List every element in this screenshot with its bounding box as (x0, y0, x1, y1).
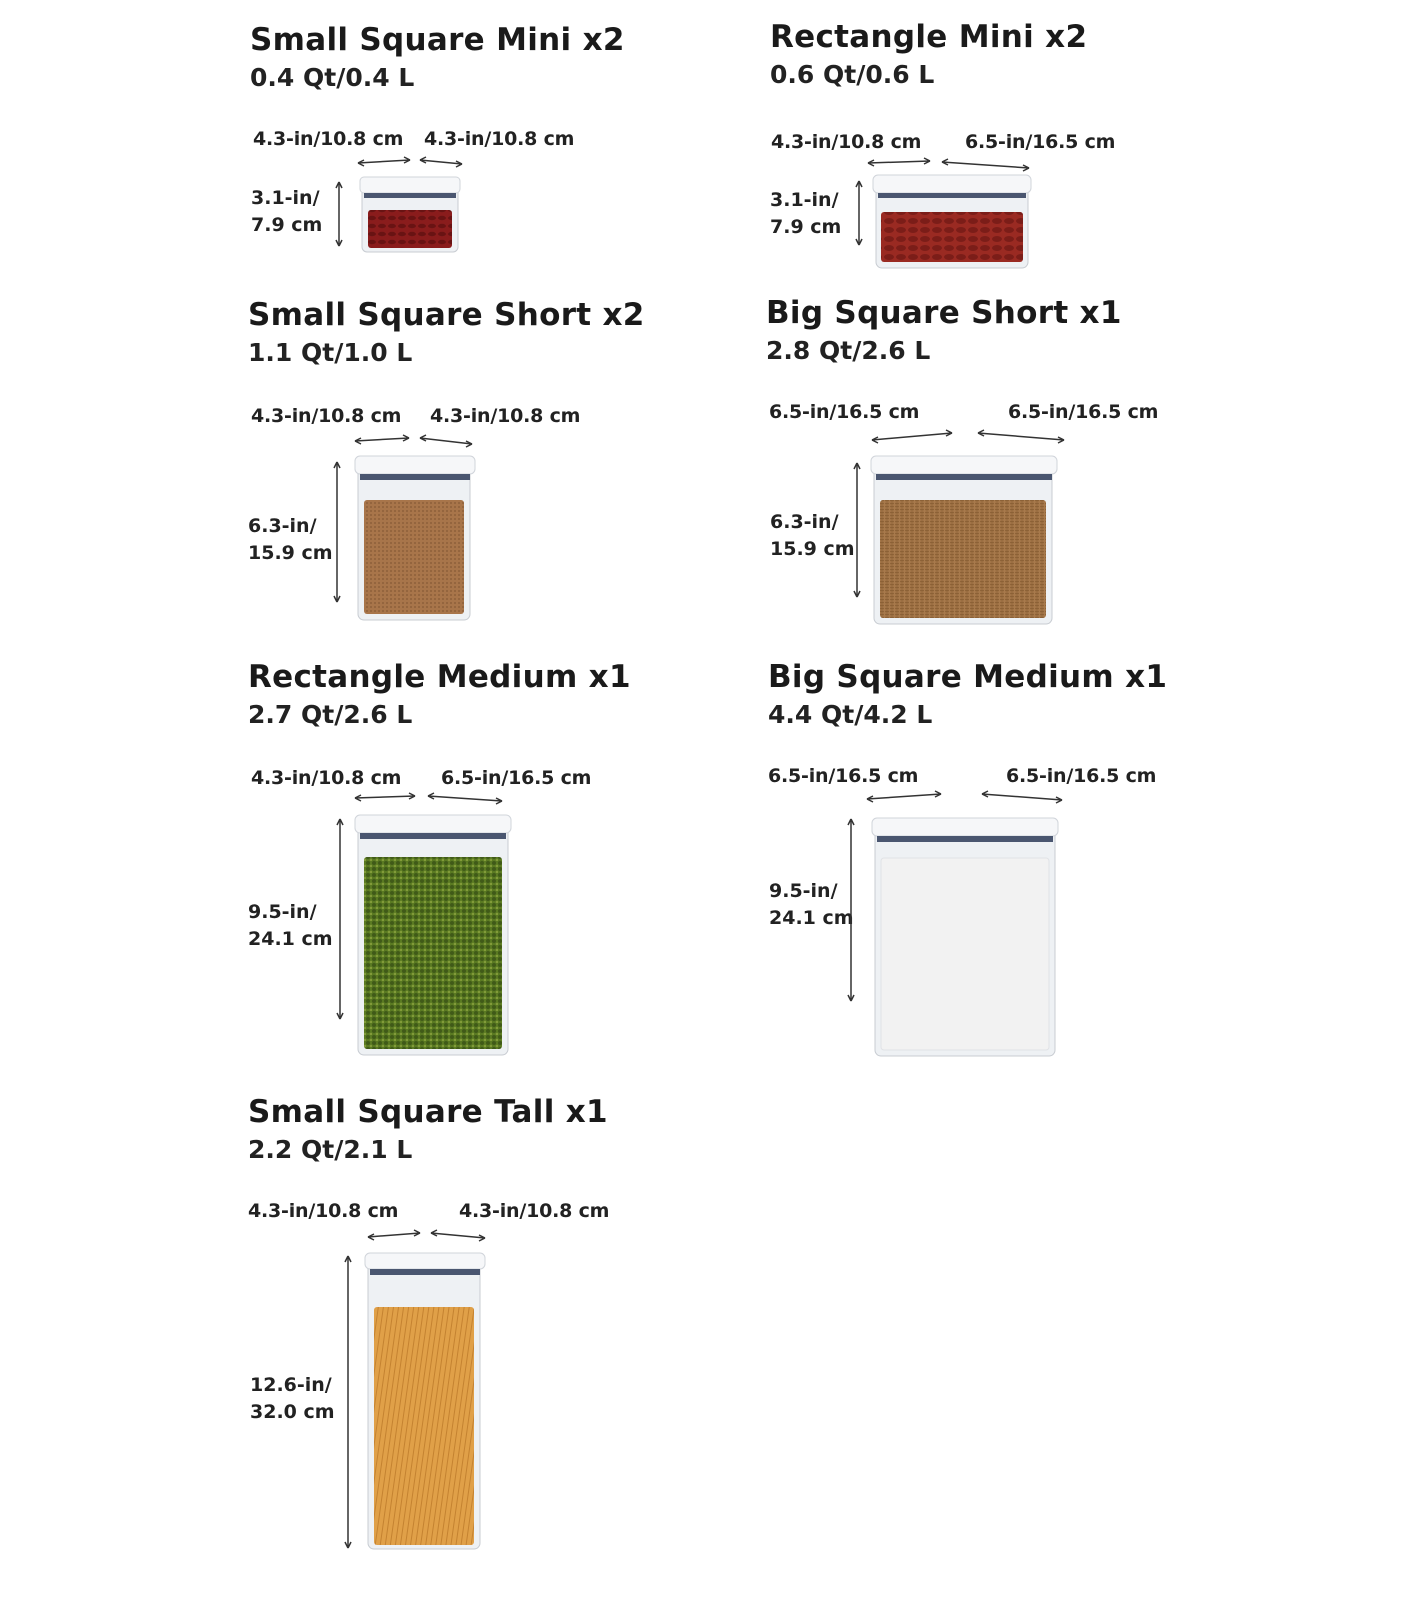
product-title: Big Square Medium x1 (768, 659, 1168, 695)
product-small-square-tall (248, 1094, 688, 1599)
product-big-square-medium (768, 659, 1208, 1069)
height-arrow (335, 817, 345, 1023)
height-arrow (334, 180, 344, 250)
container-image (354, 454, 478, 624)
product-rectangle-medium (248, 659, 708, 1069)
container-image (870, 454, 1060, 629)
depth-label: 6.5-in/16.5 cm (965, 131, 1116, 153)
height-arrow (846, 817, 856, 1005)
depth-arrow (426, 793, 506, 805)
width-arrow (865, 791, 945, 803)
container-image (871, 816, 1061, 1060)
depth-arrow (418, 158, 468, 168)
product-small-square-short (248, 297, 688, 637)
product-rectangle-mini (770, 19, 1190, 279)
product-capacity: 4.4 Qt/4.2 L (768, 700, 933, 729)
depth-label: 6.5-in/16.5 cm (1008, 401, 1159, 423)
depth-label: 4.3-in/10.8 cm (459, 1200, 610, 1222)
height-arrow (854, 179, 864, 249)
width-arrow (366, 1231, 424, 1241)
width-label: 6.5-in/16.5 cm (769, 401, 920, 423)
width-arrow (353, 793, 419, 803)
height-arrow (332, 460, 342, 606)
product-capacity: 0.4 Qt/0.4 L (250, 63, 415, 92)
width-arrow (356, 158, 416, 168)
height-label: 6.3-in/ 15.9 cm (770, 511, 855, 560)
container-image (364, 1251, 488, 1551)
width-arrow (866, 158, 936, 168)
width-label: 4.3-in/10.8 cm (251, 767, 402, 789)
height-label: 9.5-in/ 24.1 cm (248, 901, 333, 950)
depth-arrow (976, 430, 1068, 444)
height-label: 12.6-in/ 32.0 cm (250, 1374, 335, 1423)
width-label: 6.5-in/16.5 cm (768, 765, 919, 787)
height-label: 6.3-in/ 15.9 cm (248, 515, 333, 564)
depth-arrow (940, 160, 1035, 172)
depth-label: 6.5-in/16.5 cm (1006, 765, 1157, 787)
height-label: 3.1-in/ 7.9 cm (770, 189, 842, 238)
depth-arrow (418, 436, 478, 448)
width-label: 4.3-in/10.8 cm (771, 131, 922, 153)
height-label: 3.1-in/ 7.9 cm (251, 187, 323, 236)
product-small-square-mini (250, 22, 670, 272)
container-image (872, 172, 1037, 272)
product-title: Small Square Short x2 (248, 297, 645, 333)
width-label: 4.3-in/10.8 cm (251, 405, 402, 427)
height-arrow (852, 461, 862, 601)
product-capacity: 2.8 Qt/2.6 L (766, 336, 931, 365)
product-big-square-short (766, 295, 1206, 635)
product-title: Rectangle Medium x1 (248, 659, 631, 695)
height-arrow (343, 1254, 353, 1552)
product-title: Big Square Short x1 (766, 295, 1122, 331)
product-title: Small Square Mini x2 (250, 22, 625, 58)
width-label: 4.3-in/10.8 cm (248, 1200, 399, 1222)
product-title: Rectangle Mini x2 (770, 19, 1088, 55)
product-title: Small Square Tall x1 (248, 1094, 608, 1130)
container-image (358, 174, 468, 256)
depth-label: 4.3-in/10.8 cm (430, 405, 581, 427)
container-image (354, 813, 514, 1059)
width-label: 4.3-in/10.8 cm (253, 128, 404, 150)
width-arrow (870, 430, 956, 444)
depth-arrow (980, 791, 1066, 803)
depth-label: 4.3-in/10.8 cm (424, 128, 575, 150)
height-label: 9.5-in/ 24.1 cm (769, 880, 854, 929)
product-capacity: 2.7 Qt/2.6 L (248, 700, 413, 729)
width-arrow (353, 436, 413, 446)
product-capacity: 0.6 Qt/0.6 L (770, 60, 935, 89)
depth-label: 6.5-in/16.5 cm (441, 767, 592, 789)
product-capacity: 2.2 Qt/2.1 L (248, 1135, 413, 1164)
depth-arrow (429, 1231, 489, 1243)
product-capacity: 1.1 Qt/1.0 L (248, 338, 413, 367)
